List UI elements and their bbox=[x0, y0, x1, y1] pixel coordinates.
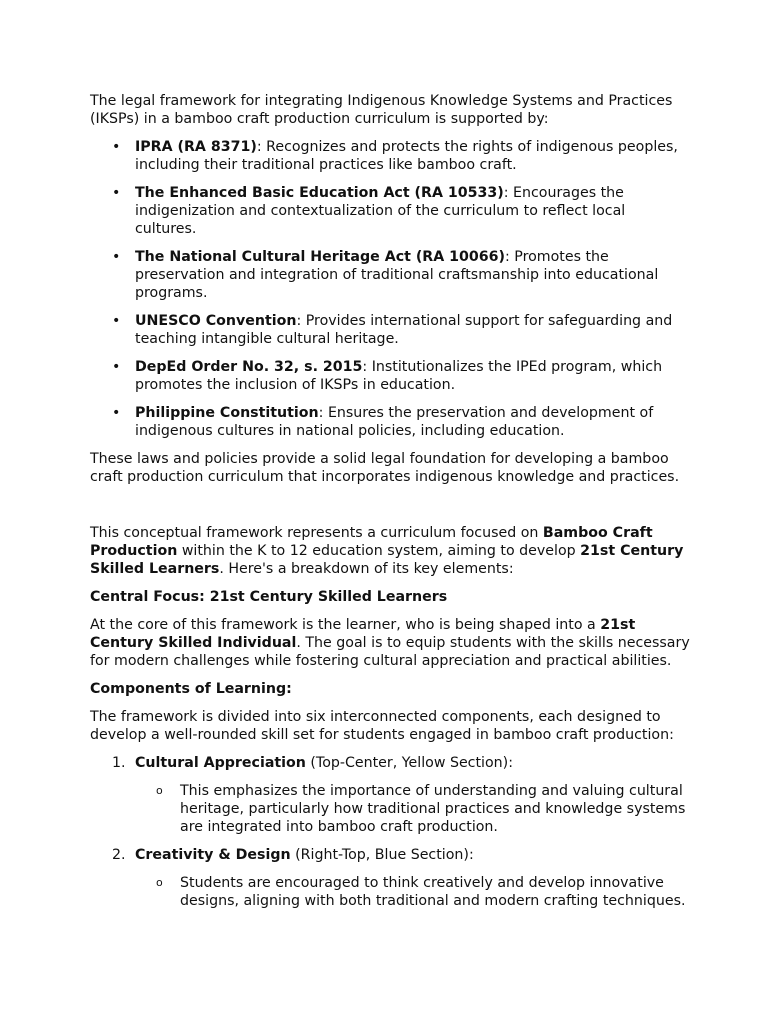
heading-text: Components of Learning: bbox=[90, 681, 292, 697]
component-note: (Top-Center, Yellow Section): bbox=[305, 755, 513, 771]
component-title: Cultural Appreciation bbox=[135, 755, 306, 771]
law-title: Philippine Constitution bbox=[135, 405, 319, 421]
sub-item-text: Students are encouraged to think creatively and develop innovative designs, aligning with both traditional and modern crafting techniques. bbox=[180, 875, 686, 909]
sub-item-text: This emphasizes the importance of understanding and valuing cultural heritage, particularly how traditional practices and knowledge systems are integrated into bamboo craft production. bbox=[180, 783, 686, 835]
central-focus-heading bbox=[90, 588, 690, 606]
circle-bullet-icon: o bbox=[156, 876, 163, 889]
intro-paragraph: The legal framework for integrating Indigenous Knowledge Systems and Practices (IKSPs) in a bamboo craft production curriculum is supported by: bbox=[90, 93, 673, 127]
law-description: : Ensures the preservation and development of indigenous cultures in national policies, including education. bbox=[135, 405, 654, 439]
law-title: UNESCO Convention bbox=[135, 313, 297, 329]
bold-term: 21st Century Skilled Individual bbox=[90, 617, 636, 651]
law-description: : Institutionalizes the IPEd program, which promotes the inclusion of IKSPs in education. bbox=[135, 359, 663, 393]
document-body bbox=[90, 92, 690, 920]
section-gap bbox=[90, 496, 690, 524]
text-run: within the K to 12 education system, aiming to develop bbox=[177, 543, 581, 559]
text-run: This conceptual framework represents a curriculum focused on bbox=[90, 525, 543, 541]
heading-text: Central Focus: 21st Century Skilled Learners bbox=[90, 589, 448, 605]
sub-list-item bbox=[90, 874, 690, 910]
framework-intro-paragraph bbox=[90, 524, 690, 578]
circle-bullet-icon: o bbox=[156, 784, 163, 797]
law-title: IPRA (RA 8371) bbox=[135, 139, 257, 155]
bullet-icon: • bbox=[112, 249, 121, 265]
law-description: : Recognizes and protects the rights of indigenous peoples, including their traditional practices like bamboo craft. bbox=[135, 139, 678, 173]
text-run: At the core of this framework is the learner, who is being shaped into a bbox=[90, 617, 601, 633]
components-intro-paragraph: The framework is divided into six interconnected components, each designed to develop a well-rounded skill set for students engaged in bamboo craft production: bbox=[90, 709, 674, 743]
sub-list-item bbox=[90, 782, 690, 836]
list-item bbox=[90, 404, 690, 440]
list-item bbox=[90, 358, 690, 394]
law-title: The Enhanced Basic Education Act (RA 10533) bbox=[135, 185, 504, 201]
bullet-icon: • bbox=[112, 185, 121, 201]
list-item bbox=[90, 312, 690, 348]
law-description: : Provides international support for safeguarding and teaching intangible cultural heritage. bbox=[135, 313, 673, 347]
components-list bbox=[90, 754, 690, 910]
component-note: (Right-Top, Blue Section): bbox=[290, 847, 474, 863]
list-item bbox=[90, 754, 690, 836]
bullet-icon: • bbox=[112, 405, 121, 421]
law-title: The National Cultural Heritage Act (RA 10066) bbox=[135, 249, 505, 265]
law-title: DepEd Order No. 32, s. 2015 bbox=[135, 359, 363, 375]
bold-term: 21st Century Skilled Learners bbox=[90, 543, 684, 577]
components-heading bbox=[90, 680, 690, 698]
laws-conclusion-paragraph: These laws and policies provide a solid legal foundation for developing a bamboo craft production curriculum that incorporates indigenous knowledge and practices. bbox=[90, 451, 680, 485]
list-item bbox=[90, 248, 690, 302]
list-number: 1. bbox=[112, 755, 126, 771]
bold-term: Bamboo Craft Production bbox=[90, 525, 653, 559]
law-description: : Promotes the preservation and integration of traditional craftsmanship into educational programs. bbox=[135, 249, 659, 301]
bullet-icon: • bbox=[112, 359, 121, 375]
legal-framework-list bbox=[90, 138, 690, 440]
list-number: 2. bbox=[112, 847, 126, 863]
text-run: . Here's a breakdown of its key elements: bbox=[219, 561, 514, 577]
list-item bbox=[90, 184, 690, 238]
central-focus-paragraph bbox=[90, 616, 690, 670]
list-item bbox=[90, 846, 690, 910]
bullet-icon: • bbox=[112, 139, 121, 155]
bullet-icon: • bbox=[112, 313, 121, 329]
component-title: Creativity & Design bbox=[135, 847, 291, 863]
text-run: . The goal is to equip students with the skills necessary for modern challenges while fostering cultural appreciation and practical abilities. bbox=[90, 635, 690, 669]
law-description: : Encourages the indigenization and contextualization of the curriculum to reflect local cultures. bbox=[135, 185, 626, 237]
list-item bbox=[90, 138, 690, 174]
